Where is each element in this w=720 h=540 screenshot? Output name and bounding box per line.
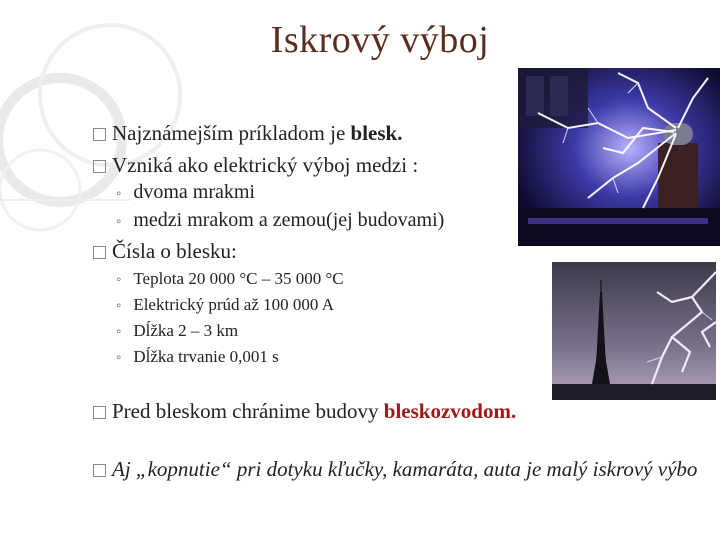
tesla-coil-photo bbox=[518, 68, 720, 246]
bullet-box-icon bbox=[93, 406, 106, 419]
ring-bullet-icon: ◦ bbox=[116, 186, 122, 202]
tesla-coil-discharge-icon bbox=[518, 68, 720, 246]
eiffel-tower-lightning-icon bbox=[552, 262, 716, 400]
bullet-discharge-origin: Vzniká ako elektrický výboj medzi : bbox=[93, 152, 418, 178]
ring-bullet-icon: ◦ bbox=[116, 350, 122, 366]
sub-bullet-clouds: ◦ dvoma mrakmi bbox=[116, 181, 255, 203]
bullet-box-icon bbox=[93, 160, 106, 173]
bullet-static-shock: Aj „kopnutie“ pri dotyku kľučky, kamaráta, auta je malý iskrový výbo bbox=[93, 456, 697, 482]
bullet-box-icon bbox=[93, 246, 106, 259]
ring-bullet-icon: ◦ bbox=[116, 298, 122, 314]
bullet-box-icon bbox=[93, 128, 106, 141]
bullet-box-icon bbox=[93, 464, 106, 477]
ring-bullet-icon: ◦ bbox=[116, 214, 122, 230]
fact-duration: ◦ Dĺžka trvanie 0,001 s bbox=[116, 347, 279, 366]
fact-current: ◦ Elektrický prúd až 100 000 A bbox=[116, 295, 334, 314]
fact-length: ◦ Dĺžka 2 – 3 km bbox=[116, 321, 239, 340]
bullet-lightning-rod: Pred bleskom chránime budovy bleskozvodom. bbox=[93, 398, 516, 424]
bullet-lightning-numbers: Čísla o blesku: bbox=[93, 238, 237, 264]
bullet-lightning-example: Najznámejším príkladom je blesk. bbox=[93, 120, 402, 146]
eiffel-lightning-photo bbox=[552, 262, 716, 400]
ring-bullet-icon: ◦ bbox=[116, 324, 122, 340]
sub-bullet-cloud-ground: ◦ medzi mrakom a zemou(jej budovami) bbox=[116, 209, 445, 231]
ring-bullet-icon: ◦ bbox=[116, 272, 122, 288]
slide-title: Iskrový výboj bbox=[270, 19, 490, 61]
fact-temperature: ◦ Teplota 20 000 °C – 35 000 °C bbox=[116, 269, 344, 288]
